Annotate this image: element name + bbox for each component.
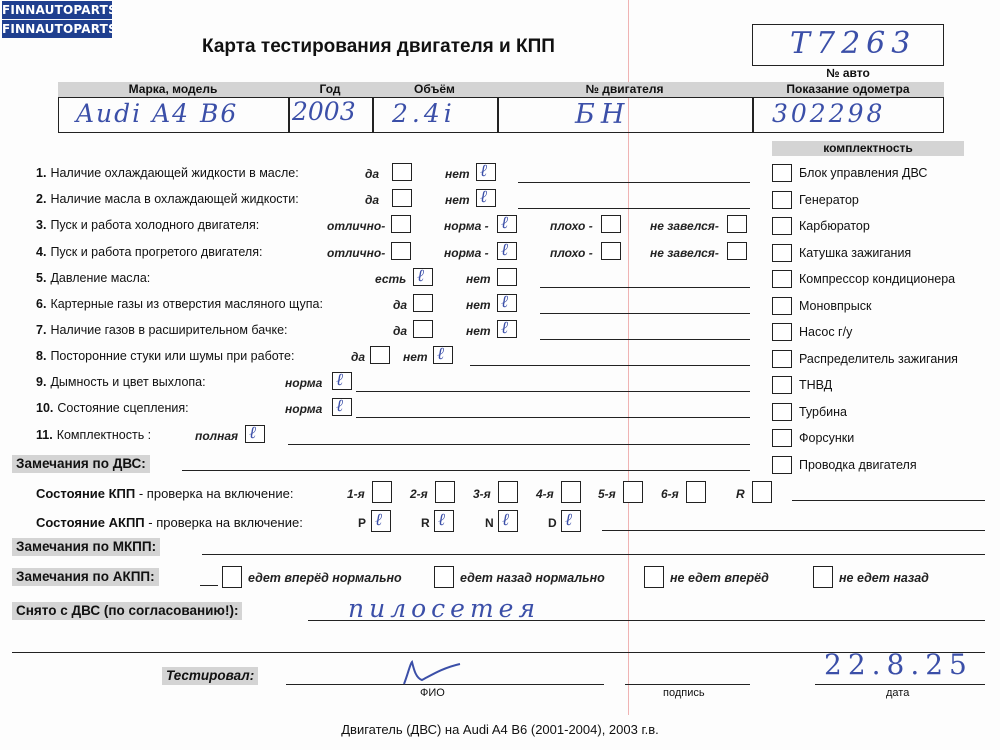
tested-label: Тестировал:	[162, 667, 258, 685]
kit-checkbox[interactable]	[772, 403, 792, 421]
check-mark: ℓ	[417, 266, 425, 286]
date-line[interactable]	[815, 684, 985, 685]
kit-item-label: Турбина	[799, 404, 847, 419]
kit-item-label: Моновпрыск	[799, 298, 872, 313]
option-label: да	[365, 167, 380, 181]
option-label: норма	[285, 402, 323, 416]
auto-remark-label: не едет вперёд	[670, 571, 769, 585]
question-number: 3.	[36, 218, 47, 232]
check-mark: ℓ	[502, 510, 510, 530]
kit-checkbox[interactable]	[772, 297, 792, 315]
question-text: Дымность и цвет выхлопа:	[50, 375, 206, 389]
position-label: P	[358, 516, 367, 530]
auto-remark-label: не едет назад	[839, 571, 929, 585]
question-row	[36, 166, 299, 180]
answer-line[interactable]	[540, 313, 750, 314]
question-text: Состояние сцепления:	[57, 401, 189, 415]
option-label: нет	[466, 272, 491, 286]
manual-remarks-label: Замечания по МКПП:	[12, 538, 160, 556]
check-mark: ℓ	[501, 292, 509, 312]
date-value: 22.8.25	[824, 648, 973, 681]
option-checkbox[interactable]	[727, 215, 747, 233]
check-mark: ℓ	[437, 344, 445, 364]
option-checkbox[interactable]	[601, 215, 621, 233]
kit-item-label: Катушка зажигания	[799, 245, 912, 260]
auto-remark-checkbox[interactable]	[813, 566, 833, 588]
question-text: Комплектность :	[56, 428, 152, 442]
kit-item-label: Распределитель зажигания	[799, 351, 958, 366]
auto-remark-label: едет вперёд нормально	[248, 571, 402, 585]
question-row	[36, 401, 189, 415]
question-text: Пуск и работа холодного двигателя:	[50, 218, 260, 232]
check-mark: ℓ	[336, 370, 344, 390]
header-odometer: Показание одометра	[752, 82, 944, 97]
gear-checkbox[interactable]	[752, 481, 772, 503]
removed-label: Снято с ДВС (по согласованию!):	[12, 602, 242, 620]
question-text: Пуск и работа прогретого двигателя:	[50, 245, 263, 259]
auto-remark-checkbox[interactable]	[434, 566, 454, 588]
question-text: Наличие охлаждающей жидкости в масле:	[50, 166, 299, 180]
question-row	[36, 349, 294, 363]
question-number: 5.	[36, 271, 47, 285]
option-label: нет	[466, 324, 491, 338]
option-label: да	[351, 350, 366, 364]
kit-checkbox[interactable]	[772, 191, 792, 209]
question-number: 6.	[36, 297, 47, 311]
answer-line[interactable]	[540, 287, 750, 288]
option-checkbox[interactable]	[727, 242, 747, 260]
kit-item-label: Форсунки	[799, 431, 855, 445]
gear-checkbox[interactable]	[623, 481, 643, 503]
kit-title: комплектность	[772, 141, 964, 156]
question-text: Наличие газов в расширительном бачке:	[50, 323, 288, 337]
manual-gearbox-line[interactable]	[792, 500, 985, 501]
gear-checkbox[interactable]	[686, 481, 706, 503]
kit-item-label: Блок управления ДВС	[799, 166, 928, 180]
gear-label: R	[736, 487, 745, 501]
question-row	[36, 323, 288, 337]
gear-label: 3-я	[473, 487, 491, 501]
header-year: Год	[288, 82, 372, 97]
question-text: Посторонние стуки или шумы при работе:	[50, 349, 295, 363]
auto-number-label: № авто	[826, 66, 870, 80]
fio-label: ФИО	[420, 687, 445, 699]
check-mark: ℓ	[501, 213, 509, 233]
header-volume: Объём	[372, 82, 497, 97]
kit-checkbox[interactable]	[772, 270, 792, 288]
kit-checkbox[interactable]	[772, 350, 792, 368]
header-engine-number: № двигателя	[497, 82, 752, 97]
signature-line[interactable]	[625, 684, 750, 685]
volume-value: 2.4i	[392, 99, 456, 128]
kit-item-label: Компрессор кондиционера	[799, 272, 956, 286]
gear-checkbox[interactable]	[435, 481, 455, 503]
page-title: Карта тестирования двигателя и КПП	[202, 36, 555, 57]
question-number: 7.	[36, 323, 47, 337]
kit-checkbox[interactable]	[772, 164, 792, 182]
option-label: отлично-	[327, 219, 386, 233]
check-mark: ℓ	[501, 240, 509, 260]
kit-item-label: Карбюратор	[799, 219, 870, 233]
option-checkbox[interactable]	[601, 242, 621, 260]
question-number: 4.	[36, 245, 47, 259]
option-label: плохо -	[550, 246, 593, 260]
option-label: не завелся-	[650, 246, 719, 260]
check-mark: ℓ	[501, 318, 509, 338]
question-number: 9.	[36, 375, 47, 389]
option-label: нет	[466, 298, 491, 312]
model-value: Audi A4 B6	[76, 99, 239, 128]
gear-checkbox[interactable]	[561, 481, 581, 503]
question-row	[36, 271, 150, 285]
kit-item-label: Проводка двигателя	[799, 457, 917, 472]
option-label: полная	[195, 429, 239, 443]
option-label: норма	[285, 376, 323, 390]
gear-checkbox[interactable]	[372, 481, 392, 503]
option-label: есть	[375, 272, 407, 286]
gear-label: 1-я	[347, 487, 365, 501]
option-label: норма -	[444, 219, 489, 233]
option-checkbox[interactable]	[391, 242, 411, 260]
auto-remark-checkbox[interactable]	[644, 566, 664, 588]
auto-remark-label: едет назад нормально	[460, 571, 605, 585]
engine-remarks-line[interactable]	[182, 470, 750, 471]
option-label: да	[393, 324, 408, 338]
question-row	[36, 297, 323, 311]
check-mark: ℓ	[249, 423, 257, 443]
answer-line[interactable]	[356, 417, 750, 418]
caption: Двигатель (ДВС) на Audi A4 B6 (2001-2004), 2003 г.в.	[341, 722, 659, 737]
check-mark: ℓ	[480, 161, 488, 181]
option-label: да	[393, 298, 408, 312]
year-value: 2003	[292, 97, 356, 126]
check-mark: ℓ	[480, 187, 488, 207]
auto-remark-checkbox[interactable]	[222, 566, 242, 588]
check-mark: ℓ	[375, 510, 383, 530]
kit-checkbox[interactable]	[772, 244, 792, 262]
option-label: нет	[445, 167, 470, 181]
question-row	[36, 428, 151, 442]
auto-remarks-label: Замечания по АКПП:	[12, 568, 159, 586]
gear-label: 2-я	[410, 487, 428, 501]
kit-checkbox[interactable]	[772, 323, 792, 341]
engine-remarks-label: Замечания по ДВС:	[12, 455, 150, 473]
date-label: дата	[886, 687, 910, 699]
answer-line[interactable]	[470, 365, 750, 366]
kit-checkbox[interactable]	[772, 217, 792, 235]
stock-number: Т7263	[790, 26, 917, 61]
question-row	[36, 375, 206, 389]
signature-mark	[398, 656, 468, 688]
question-row	[36, 192, 299, 206]
kit-checkbox[interactable]	[772, 429, 792, 447]
question-number: 8.	[36, 349, 47, 363]
watermark-logo: FINNAUTOPARTS	[2, 3, 117, 17]
auto-gearbox-label: Состояние АКПП - проверка на включение:	[36, 515, 303, 530]
option-checkbox[interactable]	[392, 163, 412, 181]
question-row	[36, 245, 262, 259]
gear-label: 6-я	[661, 487, 679, 501]
kit-checkbox[interactable]	[772, 376, 792, 394]
odometer-value: 302298	[772, 99, 886, 128]
option-label: плохо -	[550, 219, 593, 233]
question-number: 10.	[36, 401, 54, 415]
option-label: не завелся-	[650, 219, 719, 233]
gear-checkbox[interactable]	[498, 481, 518, 503]
kit-checkbox[interactable]	[772, 456, 792, 474]
check-mark: ℓ	[565, 510, 573, 530]
answer-line[interactable]	[356, 391, 750, 392]
option-label: да	[365, 193, 380, 207]
question-number: 1.	[36, 166, 47, 180]
position-label: R	[421, 516, 430, 530]
option-checkbox[interactable]	[370, 346, 390, 364]
check-mark: ℓ	[438, 510, 446, 530]
answer-line[interactable]	[518, 182, 750, 183]
watermark-logo-2: FINNAUTOPARTS	[2, 22, 117, 36]
auto-gearbox-line[interactable]	[602, 530, 985, 531]
option-checkbox[interactable]	[391, 215, 411, 233]
manual-remarks-line[interactable]	[202, 554, 985, 555]
question-text: Наличие масла в охлаждающей жидкости:	[50, 192, 299, 206]
answer-line[interactable]	[540, 339, 750, 340]
option-checkbox[interactable]	[413, 294, 433, 312]
option-checkbox[interactable]	[497, 268, 517, 286]
option-label: нет	[403, 350, 428, 364]
kit-item-label: ТНВД	[799, 378, 833, 392]
question-row	[36, 218, 259, 232]
question-number: 2.	[36, 192, 47, 206]
header-model: Марка, модель	[58, 82, 288, 97]
option-label: нет	[445, 193, 470, 207]
answer-line[interactable]	[288, 444, 750, 445]
gear-label: 5-я	[598, 487, 616, 501]
option-checkbox[interactable]	[413, 320, 433, 338]
manual-gearbox-label: Состояние КПП - проверка на включение:	[36, 486, 294, 501]
question-text: Картерные газы из отверстия масляного щупа:	[50, 297, 323, 311]
question-number: 11.	[36, 428, 53, 442]
kit-item-label: Насос г/у	[799, 325, 853, 339]
position-label: D	[548, 516, 557, 530]
kit-item-label: Генератор	[799, 192, 859, 207]
gear-label: 4-я	[536, 487, 554, 501]
question-text: Давление масла:	[50, 271, 151, 285]
option-checkbox[interactable]	[392, 189, 412, 207]
engine-number-value: БН	[575, 99, 631, 130]
option-label: норма -	[444, 246, 489, 260]
answer-line[interactable]	[518, 208, 750, 209]
removed-value: пилосетея	[348, 594, 541, 623]
option-label: отлично-	[327, 246, 386, 260]
position-label: N	[485, 516, 494, 530]
signature-label: подпись	[663, 687, 705, 699]
auto-remarks-line	[200, 585, 218, 586]
check-mark: ℓ	[336, 396, 344, 416]
